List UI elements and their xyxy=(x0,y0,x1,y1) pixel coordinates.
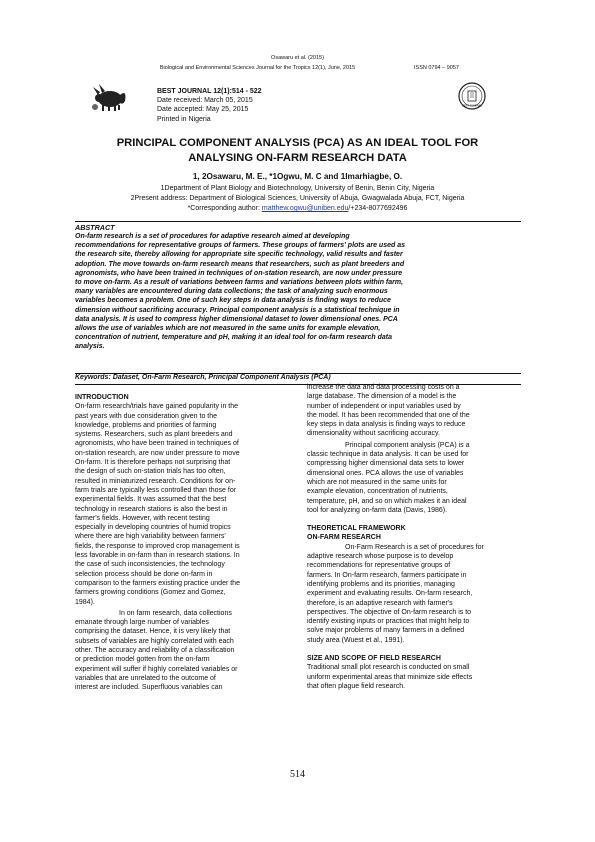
volume-line: BEST JOURNAL 12(1):514 - 522 xyxy=(157,88,262,95)
text-line: therefore, is an adaptive research with farmer's xyxy=(307,599,453,607)
right-paragraph-1 xyxy=(307,383,521,439)
keywords: Keywords: Dataset, On-Farm Research, Principal Component Analysis (PCA) xyxy=(75,374,331,381)
intro-heading: INTRODUCTION xyxy=(75,394,129,401)
right-paragraph-2 xyxy=(307,441,521,515)
phone: /+234-8077692496 xyxy=(348,205,408,212)
text-line: the design of such on-station trials has too often, xyxy=(75,468,226,476)
text-line: the case of such inconsistencies, the technology xyxy=(75,561,225,569)
abstract-line: analysis. xyxy=(75,343,105,351)
text-line: perspectives. The objective of On-farm research is to xyxy=(307,608,472,616)
journal-meta xyxy=(157,87,262,124)
text-line: the model. It has been recommended that one of the xyxy=(307,411,470,419)
text-line: agronomists, who have been trained in techniques of xyxy=(75,440,239,448)
text-line: compressing higher dimensional data sets to lower xyxy=(307,460,465,468)
authors: 1, 2Osawaru, M. E., *1Ogwu, M. C and 1Imarhiagbe, O. xyxy=(192,172,403,181)
intro-paragraph-1 xyxy=(75,402,287,607)
text-line: experimental fields. It was assumed that the best xyxy=(75,496,227,504)
text-line: farmers. In On-farm research, farmers participate in xyxy=(307,571,467,579)
text-line: uniform experimental areas that minimize side effects xyxy=(307,673,473,681)
running-author: Osawaru et al. (2015) xyxy=(271,55,324,61)
right-paragraph-3 xyxy=(307,543,521,645)
text-line: systems. Researchers, such as plant breeders and xyxy=(75,431,233,439)
text-line: key steps in data analysis is finding ways to reduce xyxy=(307,421,466,429)
abstract-line: dimension without sacrificing accuracy. Principal component analysis is a statistical technique in xyxy=(75,306,400,314)
text-line: fields, the response to improved crop management is xyxy=(75,542,240,550)
text-line: On-Farm Research is a set of procedures for xyxy=(345,543,484,551)
abstract-line: allows the use of variables which are not measured in the same units for example elevation, xyxy=(75,325,381,333)
abstract-body xyxy=(75,232,522,352)
text-line: example elevation, concentration of nutrients, xyxy=(307,488,448,496)
text-line: farmer's fields. However, with recent testing xyxy=(75,514,210,522)
text-line: identifying problems and its priorities, managing xyxy=(307,580,455,588)
text-line: temperature, pH, and so on which makes it an ideal xyxy=(307,497,467,505)
title-line-2: ANALYSING ON-FARM RESEARCH DATA xyxy=(188,151,407,164)
text-line: number of independent or input variables used by xyxy=(307,402,461,410)
seal-text: BEST JOURNAL xyxy=(462,104,482,108)
journal-logo-animal xyxy=(90,81,128,113)
text-line: adaptive research whose purpose is to develop xyxy=(307,553,454,561)
text-line: subsets of variables are highly correlated with each xyxy=(75,637,234,645)
corresponding-prefix: *Corresponding author: xyxy=(187,205,260,212)
text-line: or prediction model gotten from the on-farm xyxy=(75,656,210,664)
text-line: On-farm research/trials have gained popularity in the xyxy=(75,403,239,411)
text-line: emanate through large number of variables xyxy=(75,619,209,627)
affiliation-dept: 1Department of Plant Biology and Biotechnology, University of Benin, Benin City, Nigeria xyxy=(160,185,435,192)
accepted-line: Date accepted: May 25, 2015 xyxy=(157,106,249,114)
abstract-line: agronomists, who have been trained in techniques of on-station research, are now under pressure xyxy=(75,269,403,277)
text-line: farm trials are typically less controlled than those for xyxy=(75,486,237,494)
text-line: knowledge, problems and priorities of farming xyxy=(75,421,217,429)
text-line: farmers growing conditions (Gomez and Gomez, xyxy=(75,589,226,597)
title-line-1: PRINCIPAL COMPONENT ANALYSIS (PCA) AS AN IDEAL TOOL FOR xyxy=(116,137,479,149)
text-line: dimensionality without sacrificing accuracy. xyxy=(307,430,440,438)
abstract-line: variables becomes a problem. One of such key steps in data analysis is finding ways to reduce xyxy=(75,297,391,305)
text-line: interest are included. Superfluous variables can xyxy=(75,684,223,692)
text-line: experiment will suffer if highly correlated variables or xyxy=(75,665,238,673)
printed-line: Printed in Nigeria xyxy=(157,115,211,123)
abstract-line: recommendations for representative groups of farmers. These groups of farmers' plots are used as xyxy=(75,242,405,250)
abstract-line: the research site, thereby allowing for appropriate site specific technology, valid results and faster xyxy=(75,251,403,259)
size-heading: SIZE AND SCOPE OF FIELD RESEARCH xyxy=(307,655,441,663)
text-line: study area (Wuest et al., 1991). xyxy=(307,636,405,644)
abstract-line: concentration of nutrient, temperature and pH, making it an ideal tool for on-farm research data xyxy=(75,334,392,342)
text-line: classic technique in data analysis. It can be used for xyxy=(307,451,469,459)
text-line: large database. The dimension of a model is the xyxy=(307,393,457,401)
intro-paragraph-2 xyxy=(75,609,287,693)
received-line: Date received: March 05, 2015 xyxy=(157,97,253,105)
onfarm-heading: ON-FARM RESEARCH xyxy=(307,534,381,542)
text-line: Traditional small plot research is conducted on small xyxy=(307,664,470,672)
text-line: selection process should be done on-farm in xyxy=(75,570,213,578)
theory-heading: THEORETICAL FRAMEWORK xyxy=(307,525,406,533)
text-line: tool for analyzing on-farm data (Davis, 1986). xyxy=(307,506,448,514)
seal-logo xyxy=(458,82,486,110)
text-line: identify existing inputs or practices that might help to xyxy=(307,618,470,626)
left-column xyxy=(75,393,287,693)
text-line: Principal component analysis (PCA) is a xyxy=(345,441,470,449)
page-number: 514 xyxy=(290,769,305,780)
text-line: that often plague field research. xyxy=(307,682,406,690)
running-issn: ISSN 0794 – 9057 xyxy=(414,65,459,71)
paper-title xyxy=(60,136,535,165)
abstract-line: many variables are encountered during data collections; the task of analyzing such enormous xyxy=(75,288,388,296)
text-line: comparison to the farmers existing practice under the xyxy=(75,579,240,587)
abstract-line: adoption. The move towards on-farm research means that researchers, such as plant breeders and xyxy=(75,260,405,268)
email-link[interactable]: matthew.ogwu@uniben.edu xyxy=(261,205,349,212)
text-line: solve major problems of many farmers in a defined xyxy=(307,627,465,635)
text-line: resulted in miniaturized research. Conditions for on- xyxy=(75,477,236,485)
abstract-top-rule xyxy=(75,221,521,222)
text-line: especially in developing countries of humid tropics xyxy=(75,524,231,532)
running-journal: Biological and Environmental Sciences Journal for the Tropics 12(1), June, 2015 xyxy=(159,65,356,71)
text-line: variables that are unrelated to the outcome of xyxy=(75,674,216,682)
corresponding-line xyxy=(60,204,535,214)
text-line: less favorable in on-farm than in research stations. In xyxy=(75,552,240,560)
text-line: increase the data and data processing costs on a xyxy=(307,384,460,391)
text-line: dimensional ones. PCA allows the use of variables xyxy=(307,469,464,477)
text-line: which are not measured in the same units for xyxy=(307,478,447,486)
right-column xyxy=(307,383,521,691)
text-line: past years with due consideration given to the xyxy=(75,412,218,420)
text-line: technology in research stations is also the best in xyxy=(75,505,228,513)
text-line: other. The accuracy and reliability of a classification xyxy=(75,647,235,655)
text-line: on-station research, are now under pressure to move xyxy=(75,449,240,457)
text-line: where there are high variability between farmers' xyxy=(75,533,226,541)
text-line: On-farm. It is therefore perhaps not surprising that xyxy=(75,459,231,467)
abstract-heading: ABSTRACT xyxy=(75,223,115,232)
right-paragraph-4 xyxy=(307,663,521,691)
text-line: comprising the dataset. Hence, it is very likely that xyxy=(75,628,231,636)
abstract-line: to move on-farm. As a result of variations between farms and variations between plots within farm, xyxy=(75,279,404,287)
text-line: 1984). xyxy=(75,598,95,606)
text-line: recommendations for representative groups of xyxy=(307,562,451,570)
affiliation-present: 2Present address: Department of Biological Sciences, University of Abuja, Gwagwalada Abuja, FCT, Nigeria xyxy=(130,195,465,202)
text-line: In on farm research, data collections xyxy=(119,609,232,617)
abstract-line: data analysis. It is used to compress higher dimensional dataset to lower dimensional ones. PCA xyxy=(75,315,398,323)
text-line: experiment and evaluating results. On-farm research, xyxy=(307,590,473,598)
abstract-line: On-farm research is a set of procedures for adaptive research aimed at developing xyxy=(75,233,350,240)
